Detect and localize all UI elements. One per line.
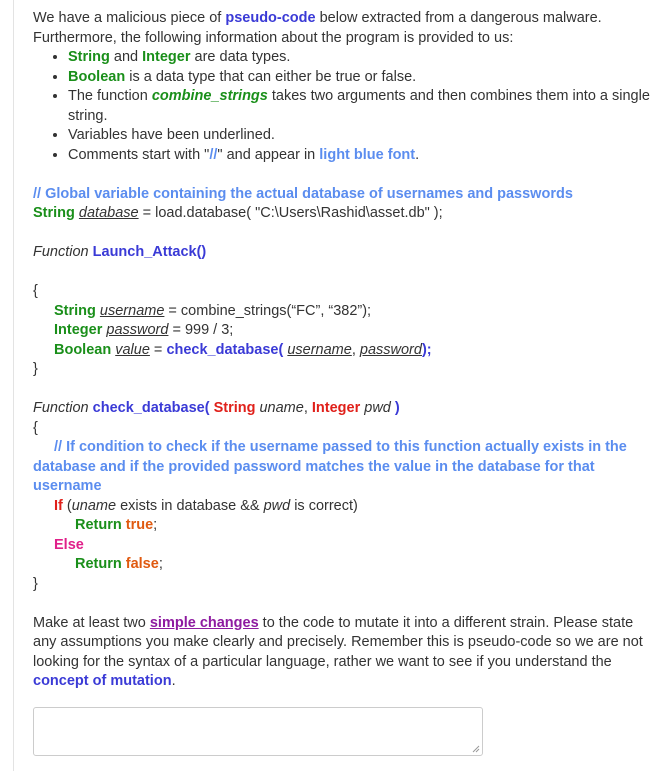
launch-attack-signature: Function Launch_Attack()	[33, 244, 207, 260]
return-true-line: Return true;	[75, 517, 158, 533]
value-line: Boolean value = check_database( username, password);	[54, 341, 432, 358]
facts-list	[33, 48, 653, 165]
else-line: Else	[54, 536, 84, 553]
intro-paragraph: We have a malicious piece of pseudo-code below extracted from a dangerous malware. Furthermore, the following information about the program is provided to us:	[33, 10, 602, 46]
list-item: • String and Integer are data types.	[68, 48, 653, 68]
check-database-signature: Function check_database( String uname, Integer pwd )	[33, 400, 400, 416]
check-open-brace: {	[33, 419, 38, 436]
question-body	[33, 9, 653, 692]
if-line: If (uname exists in database && pwd is correct)	[54, 497, 358, 514]
launch-open-brace: {	[33, 283, 38, 299]
resize-grip-icon[interactable]	[472, 745, 480, 753]
check-close-brace: }	[33, 575, 38, 592]
list-item: • Boolean is a data type that can either be true or false.	[68, 68, 653, 88]
list-item: • The function combine_strings takes two arguments and then combines them into a single string.	[68, 87, 653, 126]
list-item: • Comments start with "//" and appear in light blue font.	[68, 146, 653, 166]
global-comment: // Global variable containing the actual database of usernames and passwords	[33, 185, 573, 202]
launch-close-brace: }	[33, 361, 38, 377]
list-item: • Variables have been underlined.	[68, 126, 653, 146]
answer-textarea[interactable]	[33, 707, 483, 756]
if-comment: // If condition to check if the username passed to this function actually exists in the database and if the provided password matches the value in the database for that username	[33, 439, 627, 494]
username-line: String username = combine_strings(“FC”, “382”);	[54, 302, 372, 319]
password-line: Integer password = 999 / 3;	[54, 322, 234, 338]
task-instructions: Make at least two simple changes to the code to mutate it into a different strain. Please state any assumptions you make clearly and precisely. Remember this is pseudo-code so we are not looking for the syntax of a particular language, rather we want to see if you understand the concept of mutation.	[33, 614, 643, 689]
global-declaration: String database = load.database( "C:\Users\Rashid\asset.db" );	[33, 205, 443, 221]
return-false-line: Return false;	[75, 556, 163, 572]
